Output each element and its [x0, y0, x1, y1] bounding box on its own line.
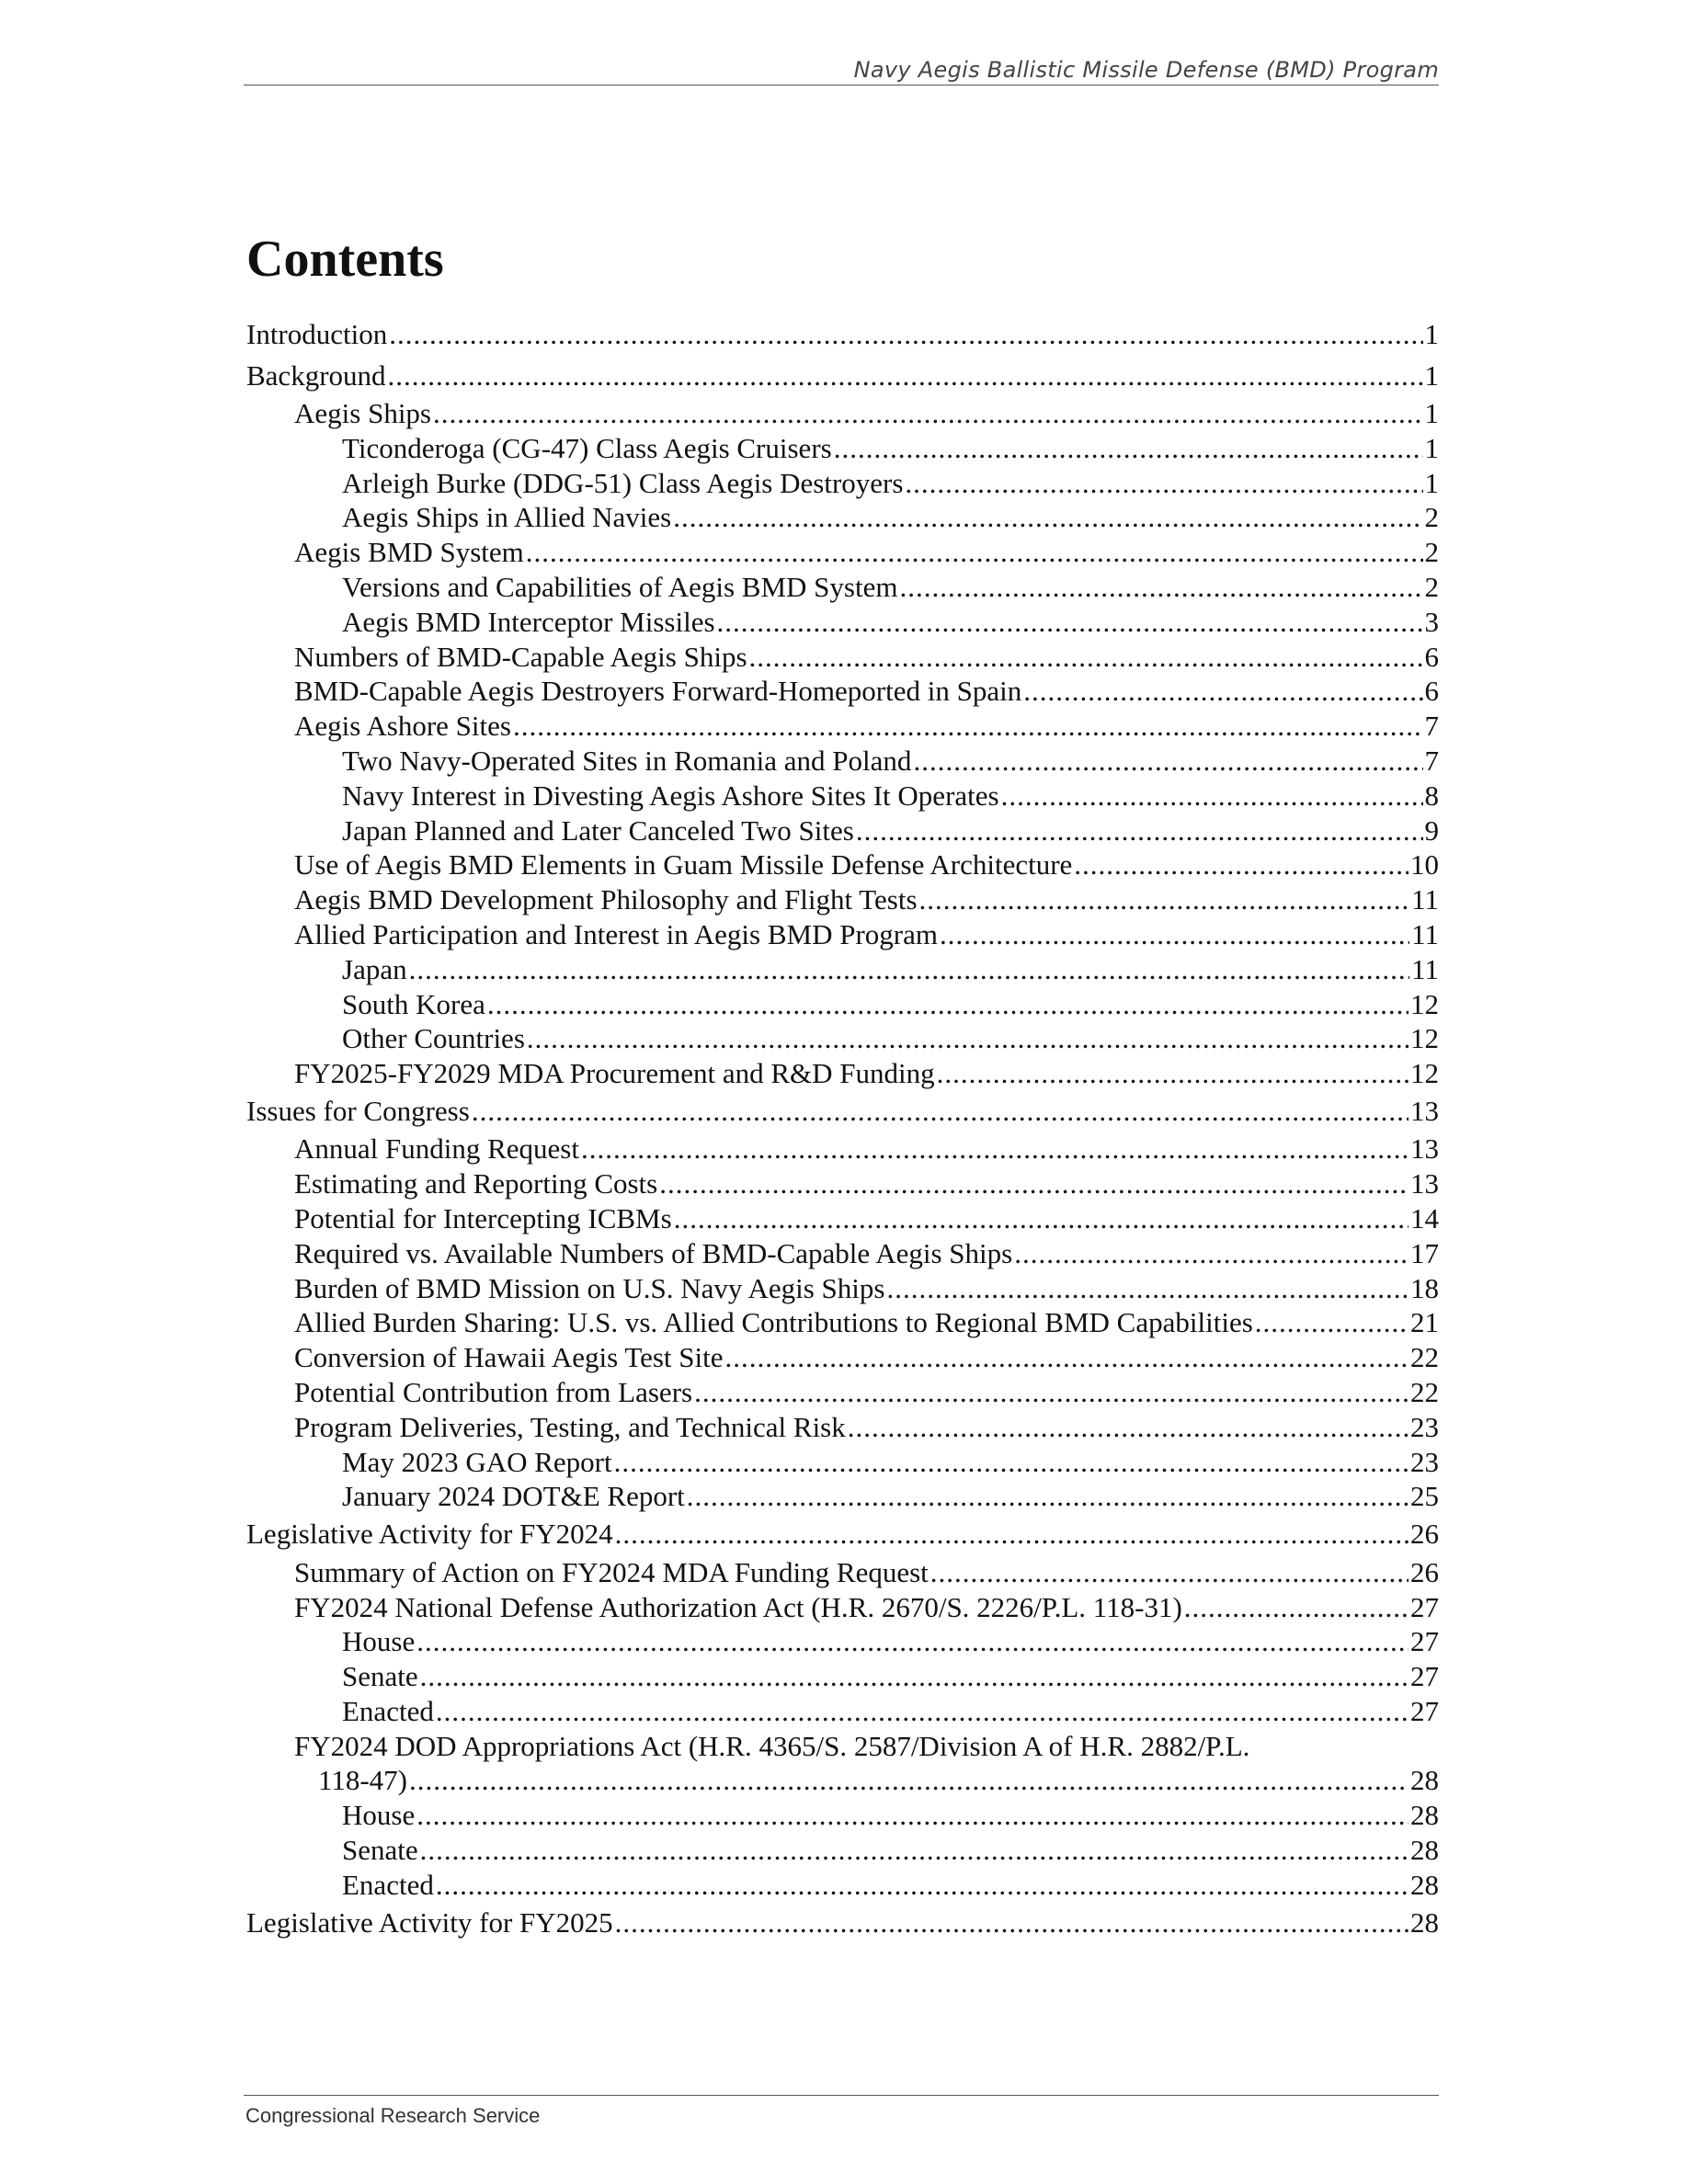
toc-dot-leader	[1023, 674, 1422, 709]
toc-entry-title: Aegis Ashore Sites	[294, 710, 511, 743]
toc-entry-page: 2	[1424, 536, 1439, 569]
toc-entry-title: Allied Burden Sharing: U.S. vs. Allied Contributions to Regional BMD Capabilities	[294, 1306, 1253, 1339]
toc-entry[interactable]	[246, 1763, 1439, 1798]
toc-entry-title: Numbers of BMD-Capable Aegis Ships	[294, 640, 747, 673]
toc-entry[interactable]	[246, 640, 1439, 675]
toc-entry[interactable]	[246, 1868, 1439, 1903]
toc-entry-page: 2	[1424, 570, 1439, 603]
toc-entry-title: Arleigh Burke (DDG-51) Class Aegis Destroyers	[342, 466, 904, 499]
toc-entry-title: Aegis BMD System	[294, 536, 524, 569]
toc-dot-leader	[615, 1903, 1409, 1944]
toc-entry[interactable]	[246, 744, 1439, 779]
toc-dot-leader	[725, 1340, 1409, 1375]
toc-entry-page: 23	[1410, 1445, 1439, 1478]
toc-entry-title: House	[342, 1799, 416, 1832]
toc-entry[interactable]	[246, 1479, 1439, 1514]
toc-dot-leader	[615, 1514, 1409, 1555]
toc-entry-title: Ticonderoga (CG-47) Class Aegis Cruisers	[342, 431, 832, 464]
toc-dot-leader	[1255, 1305, 1409, 1340]
toc-dot-leader	[913, 744, 1422, 779]
toc-entry-title: South Korea	[342, 987, 485, 1020]
toc-entry[interactable]	[246, 987, 1439, 1022]
toc-entry-page: 23	[1410, 1410, 1439, 1443]
toc-entry[interactable]	[246, 813, 1439, 848]
toc-dot-leader	[416, 1798, 1409, 1833]
toc-entry[interactable]	[246, 1091, 1439, 1132]
toc-entry-title: Annual Funding Request	[294, 1132, 579, 1166]
page-title: Contents	[246, 231, 444, 288]
toc-entry-page: 12	[1410, 1022, 1439, 1055]
toc-entry-title: Background	[246, 358, 386, 392]
toc-dot-leader	[433, 396, 1423, 431]
toc-entry-page: 22	[1410, 1341, 1439, 1374]
toc-entry[interactable]	[246, 356, 1439, 397]
toc-dot-leader	[899, 570, 1422, 605]
toc-entry-title: Aegis Ships	[294, 397, 431, 429]
toc-dot-leader	[472, 1091, 1409, 1132]
toc-entry-title: Introduction	[246, 318, 388, 350]
toc-entry[interactable]	[246, 1694, 1439, 1729]
toc-entry-title: Burden of BMD Mission on U.S. Navy Aegis Ships	[294, 1271, 885, 1304]
toc-entry-title: Navy Interest in Divesting Aegis Ashore Sites It Operates	[342, 779, 999, 812]
toc-entry-title: Two Navy-Operated Sites in Romania and Poland	[342, 744, 912, 777]
toc-entry-page: 1	[1424, 318, 1439, 350]
footer-text: Congressional Research Service	[245, 2104, 541, 2127]
toc-entry-page: 25	[1410, 1480, 1439, 1513]
toc-dot-leader	[436, 1868, 1409, 1903]
toc-dot-leader	[388, 356, 1423, 397]
toc-entry[interactable]	[246, 1056, 1439, 1091]
toc-entry-page: 6	[1424, 640, 1439, 673]
toc-dot-leader	[416, 1624, 1409, 1659]
toc-entry-page: 7	[1424, 710, 1439, 743]
toc-entry-page: 17	[1410, 1236, 1439, 1269]
toc-entry[interactable]	[246, 396, 1439, 431]
toc-dot-leader	[436, 1694, 1409, 1729]
toc-entry-title: FY2024 DOD Appropriations Act (H.R. 4365/S. 2587/Division A of H.R. 2882/P.L.	[294, 1729, 1250, 1762]
toc-dot-leader	[513, 709, 1423, 744]
toc-entry[interactable]	[246, 314, 1439, 356]
toc-entry-page: 1	[1424, 397, 1439, 429]
toc-dot-leader	[919, 882, 1410, 917]
toc-entry-page: 28	[1410, 1905, 1439, 1939]
toc-dot-leader	[687, 1479, 1409, 1514]
toc-entry-title: Use of Aegis BMD Elements in Guam Missile Defense Architecture	[294, 848, 1073, 882]
toc-entry-title: Issues for Congress	[246, 1094, 470, 1127]
toc-dot-leader	[834, 431, 1423, 466]
toc-entry-page: 11	[1411, 952, 1439, 985]
toc-entry[interactable]	[246, 1590, 1439, 1625]
toc-entry-title: Legislative Activity for FY2024	[246, 1518, 613, 1551]
toc-entry-page: 21	[1410, 1306, 1439, 1339]
toc-entry[interactable]	[246, 1166, 1439, 1201]
toc-entry-page: 2	[1424, 501, 1439, 534]
toc-entry[interactable]	[246, 570, 1439, 605]
toc-entry[interactable]	[246, 1132, 1439, 1166]
toc-entry-page: 27	[1410, 1694, 1439, 1727]
toc-entry[interactable]	[246, 882, 1439, 917]
toc-dot-leader	[937, 1056, 1409, 1091]
toc-entry-page: 1	[1424, 466, 1439, 499]
toc-entry-title: FY2025-FY2029 MDA Procurement and R&D Funding	[294, 1057, 935, 1090]
toc-entry[interactable]	[246, 1659, 1439, 1694]
toc-entry-page: 14	[1410, 1202, 1439, 1235]
toc-entry[interactable]	[246, 1903, 1439, 1944]
toc-entry-page: 12	[1410, 1057, 1439, 1090]
toc-entry-title: FY2024 National Defense Authorization Act (H.R. 2670/S. 2226/P.L. 118-31)	[294, 1590, 1182, 1623]
toc-entry-page: 13	[1410, 1094, 1439, 1127]
toc-dot-leader	[526, 535, 1423, 570]
toc-entry[interactable]	[246, 605, 1439, 640]
toc-entry[interactable]	[246, 709, 1439, 744]
toc-entry-page: 3	[1424, 605, 1439, 638]
toc-dot-leader	[420, 1833, 1409, 1868]
toc-entry-page: 18	[1410, 1271, 1439, 1304]
toc-dot-leader	[614, 1445, 1409, 1480]
toc-entry[interactable]	[246, 1555, 1439, 1590]
toc-entry-title: BMD-Capable Aegis Destroyers Forward-Homeported in Spain	[294, 675, 1022, 708]
toc-entry-page: 27	[1410, 1660, 1439, 1693]
toc-entry[interactable]	[246, 1410, 1439, 1445]
toc-entry-title: January 2024 DOT&E Report	[342, 1480, 685, 1513]
toc-entry-page: 1	[1424, 358, 1439, 392]
toc-entry[interactable]	[246, 779, 1439, 813]
toc-entry-title: Program Deliveries, Testing, and Technical Risk	[294, 1410, 846, 1443]
toc-entry-title: Versions and Capabilities of Aegis BMD System	[342, 570, 898, 603]
toc-entry-title: Aegis BMD Interceptor Missiles	[342, 605, 715, 638]
toc-entry[interactable]	[246, 917, 1439, 952]
toc-entry-title: Enacted	[342, 1694, 434, 1727]
toc-entry[interactable]	[246, 1305, 1439, 1340]
toc-entry-title: May 2023 GAO Report	[342, 1445, 612, 1478]
running-header: Navy Aegis Ballistic Missile Defense (BMD) Program	[853, 57, 1439, 83]
toc-dot-leader	[659, 1166, 1409, 1201]
toc-entry[interactable]	[246, 500, 1439, 535]
toc-entry-page: 28	[1410, 1799, 1439, 1832]
toc-entry-page: 12	[1410, 987, 1439, 1020]
toc-dot-leader	[1184, 1590, 1409, 1625]
toc-dot-leader	[694, 1375, 1409, 1410]
toc-dot-leader	[409, 1763, 1409, 1798]
toc-entry-title: Japan	[342, 952, 407, 985]
toc-entry-title: Japan Planned and Later Canceled Two Sites	[342, 813, 854, 847]
toc-entry[interactable]	[246, 1445, 1439, 1480]
toc-entry[interactable]	[246, 1729, 1439, 1764]
toc-entry-page: 13	[1410, 1132, 1439, 1166]
toc-entry-page: 26	[1410, 1555, 1439, 1588]
toc-entry[interactable]	[246, 1798, 1439, 1833]
toc-entry-page: 9	[1424, 813, 1439, 847]
toc-dot-leader	[527, 1021, 1409, 1056]
toc-dot-leader	[674, 1201, 1409, 1236]
toc-entry[interactable]	[246, 1201, 1439, 1236]
toc-dot-leader	[930, 1555, 1409, 1590]
toc-dot-leader	[673, 500, 1422, 535]
toc-entry[interactable]	[246, 1236, 1439, 1271]
toc-entry[interactable]	[246, 1021, 1439, 1056]
toc-entry-page: 11	[1411, 917, 1439, 950]
toc-entry-page: 26	[1410, 1518, 1439, 1551]
toc-entry[interactable]	[246, 466, 1439, 501]
toc-entry-page: 27	[1410, 1625, 1439, 1658]
toc-dot-leader	[886, 1271, 1409, 1306]
toc-entry-page: 1	[1424, 431, 1439, 464]
toc-entry-title: Senate	[342, 1660, 418, 1693]
toc-dot-leader	[487, 987, 1409, 1022]
toc-entry-page: 27	[1410, 1590, 1439, 1623]
toc-entry-title: Other Countries	[342, 1022, 525, 1055]
toc-entry-title: Allied Participation and Interest in Aegis BMD Program	[294, 917, 938, 950]
toc-entry-title: 118-47)	[318, 1764, 407, 1797]
toc-dot-leader	[1001, 779, 1423, 813]
toc-entry-title: Aegis BMD Development Philosophy and Flight Tests	[294, 883, 918, 916]
toc-entry[interactable]	[246, 952, 1439, 987]
toc-dot-leader	[749, 640, 1423, 675]
toc-entry[interactable]	[246, 1833, 1439, 1868]
toc-dot-leader	[1074, 847, 1409, 882]
toc-entry-title: Senate	[342, 1834, 418, 1867]
toc-entry[interactable]	[246, 535, 1439, 570]
toc-entry[interactable]	[246, 1271, 1439, 1306]
toc-entry-page: 6	[1424, 675, 1439, 708]
table-of-contents	[246, 314, 1439, 1943]
toc-dot-leader	[856, 813, 1423, 848]
toc-entry[interactable]	[246, 674, 1439, 709]
toc-entry-page: 28	[1410, 1868, 1439, 1901]
toc-entry-title: Summary of Action on FY2024 MDA Funding Request	[294, 1555, 929, 1588]
toc-entry-title: Enacted	[342, 1868, 434, 1901]
toc-entry-title: House	[342, 1625, 416, 1658]
toc-entry-title: Conversion of Hawaii Aegis Test Site	[294, 1341, 724, 1374]
footer-rule	[244, 2095, 1439, 2096]
toc-entry-page: 11	[1411, 883, 1439, 916]
toc-entry-title: Required vs. Available Numbers of BMD-Capable Aegis Ships	[294, 1236, 1013, 1269]
toc-entry-page: 13	[1410, 1167, 1439, 1200]
toc-entry-title: Aegis Ships in Allied Navies	[342, 501, 672, 534]
toc-entry-page: 10	[1410, 848, 1439, 882]
toc-dot-leader	[940, 917, 1409, 952]
toc-dot-leader	[389, 314, 1422, 356]
toc-dot-leader	[905, 466, 1422, 501]
toc-entry[interactable]	[246, 1624, 1439, 1659]
toc-entry-title: Potential for Intercepting ICBMs	[294, 1202, 672, 1235]
toc-entry[interactable]	[246, 1375, 1439, 1410]
toc-entry-page: 8	[1424, 779, 1439, 812]
toc-dot-leader	[420, 1659, 1409, 1694]
toc-entry-page: 22	[1410, 1376, 1439, 1409]
toc-entry-title: Legislative Activity for FY2025	[246, 1905, 613, 1939]
toc-entry-page: 28	[1410, 1764, 1439, 1797]
toc-entry[interactable]	[246, 847, 1439, 882]
toc-entry[interactable]	[246, 1514, 1439, 1555]
toc-entry-title: Estimating and Reporting Costs	[294, 1167, 658, 1200]
toc-dot-leader	[848, 1410, 1409, 1445]
toc-dot-leader	[717, 605, 1423, 640]
toc-entry-page: 7	[1424, 744, 1439, 777]
toc-dot-leader	[1014, 1236, 1409, 1271]
toc-entry[interactable]	[246, 431, 1439, 466]
toc-entry[interactable]	[246, 1340, 1439, 1375]
toc-dot-leader	[409, 952, 1410, 987]
toc-entry-title: Potential Contribution from Lasers	[294, 1376, 693, 1409]
toc-dot-leader	[581, 1132, 1409, 1166]
toc-entry-page: 28	[1410, 1834, 1439, 1867]
